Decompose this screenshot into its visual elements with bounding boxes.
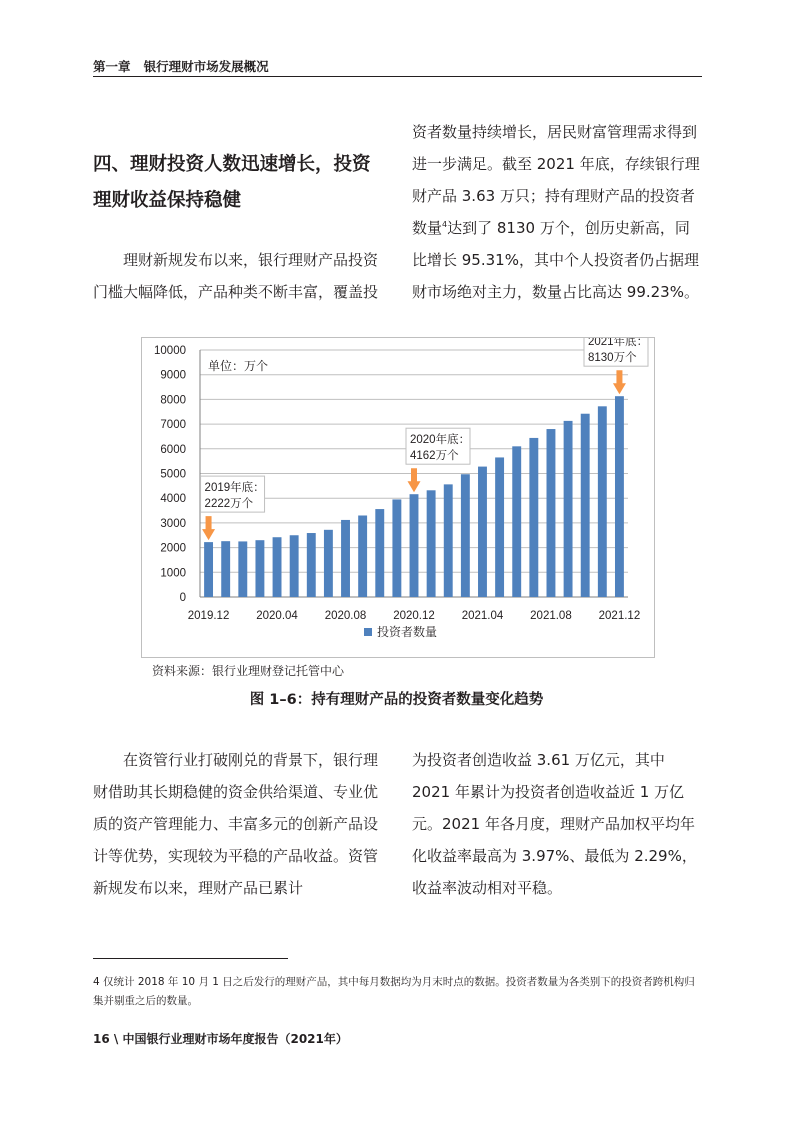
header-rule <box>93 76 702 77</box>
bar-2021.09 <box>564 421 573 597</box>
bar-2021.11 <box>598 406 607 597</box>
report-title: 中国银行业理财市场年度报告（2021年） <box>122 1032 348 1046</box>
bar-2020.08 <box>341 520 350 597</box>
x-tick-label: 2019.12 <box>187 610 230 622</box>
y-tick-label: 2000 <box>160 542 186 555</box>
paragraph-1-right-part-a: 资者数量持续增长，居民财富管理需求得到进一步满足。截至 2021 年底，存续银行理财产品 3.63 万只；持有理财产品的投资者数量 <box>412 123 700 237</box>
bar-2020.12 <box>410 494 419 597</box>
paragraph-1-right <box>412 116 702 308</box>
annotation-arrow <box>408 468 421 492</box>
unit-label: 单位：万个 <box>208 359 269 373</box>
bar-2021.07 <box>529 438 538 597</box>
bar-2020.01 <box>221 541 230 597</box>
y-tick-label: 7000 <box>160 419 186 432</box>
bar-2020.06 <box>307 533 316 597</box>
y-tick-label: 3000 <box>160 517 186 530</box>
annotation-line-2: 8130万个 <box>588 352 637 365</box>
y-tick-label: 6000 <box>160 443 186 456</box>
chart-source: 资料来源：银行业理财登记托管中心 <box>152 664 345 678</box>
bar-2020.03 <box>255 540 264 597</box>
y-tick-label: 0 <box>179 592 186 604</box>
x-tick-label: 2020.12 <box>393 610 435 622</box>
legend-swatch <box>364 628 372 636</box>
annotation-line-1: 2021年底： <box>588 338 649 349</box>
y-tick-label: 8000 <box>160 394 186 407</box>
footnote-ref[interactable]: 4 <box>442 220 448 229</box>
bar-2020.04 <box>273 537 282 597</box>
annotation-line-1: 2020年底： <box>410 434 471 447</box>
footer-separator: \ <box>113 1032 119 1046</box>
x-tick-label: 2021.04 <box>461 610 504 622</box>
chapter-label: 第一章 <box>93 59 131 74</box>
x-tick-label: 2021.08 <box>530 610 572 622</box>
bar-2021.12 <box>615 396 624 597</box>
running-header <box>93 57 269 75</box>
bar-2020.07 <box>324 530 333 597</box>
bar-2021.08 <box>547 429 556 597</box>
paragraph-2-right: 为投资者创造收益 3.61 万亿元，其中 2021 年累计为投资者创造收益近 1 万亿元。2021 年各月度，理财产品加权平均年化收益率最高为 3.97%、最低为 2.29%，收益率波动相对平稳。 <box>412 751 697 897</box>
section-heading: 四、理财投资人数迅速增长，投资理财收益保持稳健 <box>93 154 371 211</box>
bar-2021.02 <box>444 484 453 597</box>
annotation-arrow <box>202 516 215 540</box>
annotation-line-2: 4162万个 <box>410 450 459 463</box>
legend-label: 投资者数量 <box>377 625 438 639</box>
bar-2021.01 <box>427 490 436 597</box>
bar-2021.05 <box>495 457 504 597</box>
paragraph-2-left: 在资管行业打破刚兑的背景下，银行理财借助其长期稳健的资金供给渠道、专业优质的资产管理能力、丰富多元的创新产品设计等优势，实现较为平稳的产品收益。资管新规发布以来，理财产品已累计 <box>93 751 379 897</box>
bar-2021.03 <box>461 474 470 597</box>
chapter-title: 银行理财市场发展概况 <box>143 59 269 74</box>
page-number: 16 <box>93 1032 110 1046</box>
figure-caption: 图 1–6：持有理财产品的投资者数量变化趋势 <box>249 692 544 708</box>
y-tick-label: 4000 <box>160 493 186 506</box>
footnote-rule <box>93 958 288 959</box>
annotation-arrow <box>613 370 626 394</box>
annotation-line-2: 2222万个 <box>204 498 254 511</box>
bar-2020.10 <box>375 509 384 597</box>
bar-2021.04 <box>478 467 487 597</box>
bar-chart <box>142 338 654 657</box>
x-tick-label: 2021.12 <box>598 610 641 622</box>
chart-container <box>141 337 655 658</box>
y-tick-label: 9000 <box>160 369 186 382</box>
x-tick-label: 2020.08 <box>324 610 367 622</box>
page-footer <box>93 1030 348 1047</box>
y-tick-label: 1000 <box>160 567 186 580</box>
paragraph-1-left: 理财新规发布以来，银行理财产品投资门槛大幅降低，产品种类不断丰富，覆盖投 <box>93 251 379 301</box>
annotation-line-1: 2019年底： <box>204 482 265 495</box>
bar-2021.10 <box>581 414 590 597</box>
bar-2020.09 <box>358 515 367 597</box>
footnote: 4 仅统计 2018 年 10 月 1 日之后发行的理财产品，其中每月数据均为月末时点的数据。投资者数量为各类别下的投资者跨机构归集并剔重之后的数量。 <box>93 976 695 1007</box>
bar-2019.12 <box>204 542 213 597</box>
bar-2021.06 <box>512 446 521 597</box>
bar-2020.11 <box>392 499 401 597</box>
bar-2020.02 <box>238 541 247 597</box>
y-tick-label: 5000 <box>160 468 186 481</box>
x-tick-label: 2020.04 <box>256 610 298 622</box>
paragraph-1-right-part-b: 达到了 8130 万个，创历史新高，同比增长 95.31%，其中个人投资者仍占据理财市场绝对主力，数量占比高达 99.23%。 <box>412 219 699 301</box>
bar-2020.05 <box>290 535 299 597</box>
y-tick-label: 10000 <box>154 345 186 357</box>
